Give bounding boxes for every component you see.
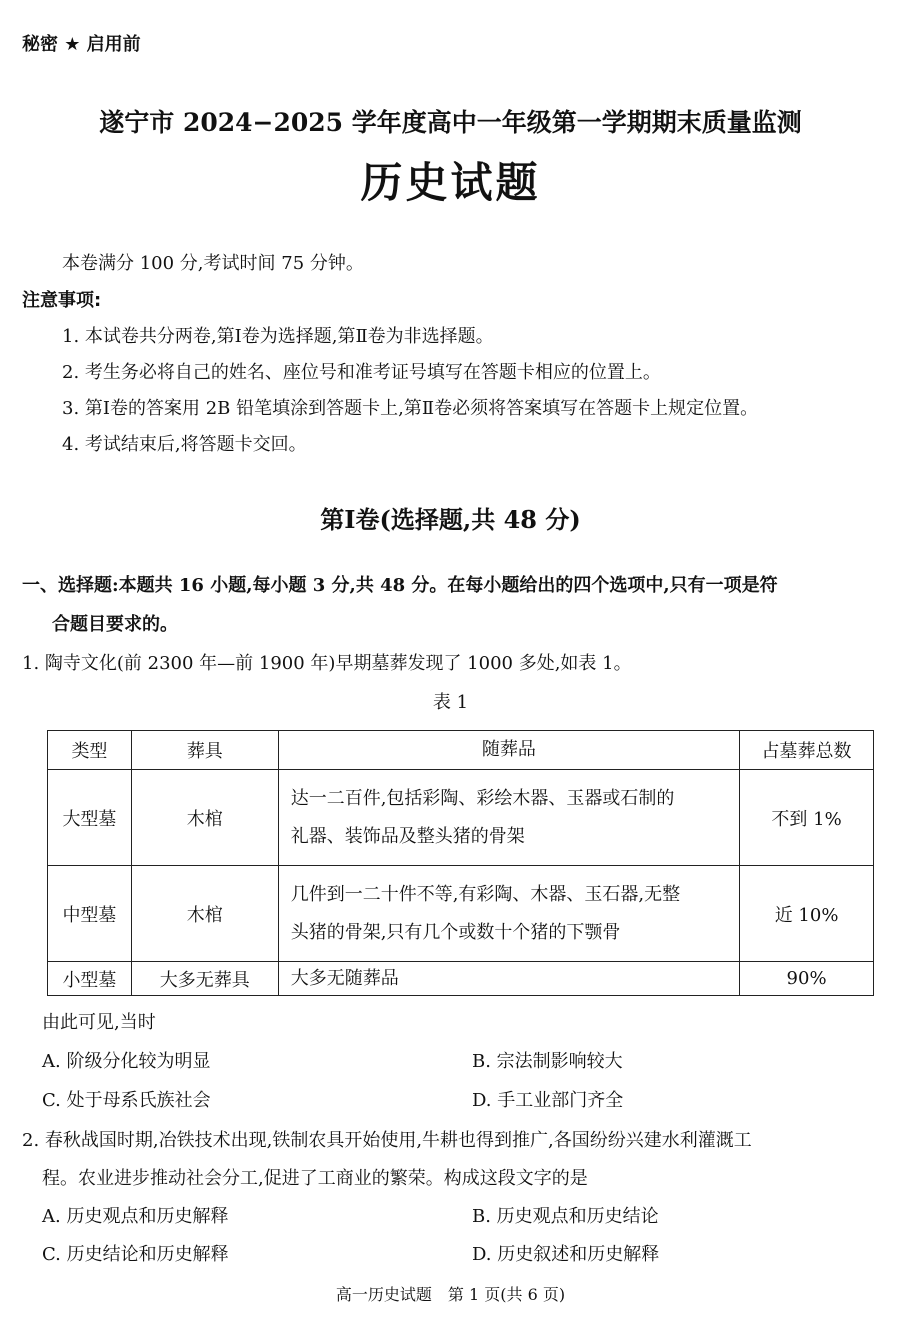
- cell-percent: 不到 1%: [740, 770, 874, 866]
- table-row: [48, 770, 874, 866]
- exam-intro: 本卷满分 100 分,考试时间 75 分钟。: [62, 253, 364, 274]
- cell-tool: 大多无葬具: [131, 962, 278, 996]
- table-row: [48, 866, 874, 962]
- notice-item: 4. 考试结束后,将答题卡交回。: [62, 434, 307, 455]
- q1-option-b: B. 宗法制影响较大: [472, 1051, 623, 1072]
- table-row: [48, 962, 874, 996]
- subject-title: 历史试题: [360, 158, 541, 207]
- cell-goods-line: 头猪的骨架,只有几个或数十个猪的下颚骨: [290, 921, 621, 943]
- section-instruction: 一、选择题:本题共 16 小题,每小题 3 分,共 48 分。在每小题给出的四个选项中,只有一项是符: [22, 575, 778, 596]
- section-title: 第Ⅰ卷(选择题,共 48 分): [320, 505, 581, 534]
- cell-goods: [278, 866, 739, 962]
- cell-goods-line: 礼器、装饰品及整头猪的骨架: [290, 825, 525, 847]
- cell-goods: [278, 770, 739, 866]
- notice-item: 2. 考生务必将自己的姓名、座位号和准考证号填写在答题卡相应的位置上。: [62, 362, 661, 383]
- q2-option-c: C. 历史结论和历史解释: [42, 1244, 229, 1265]
- cell-percent: 90%: [740, 962, 874, 996]
- q2-option-d: D. 历史叙述和历史解释: [472, 1244, 660, 1265]
- column-header: 葬具: [131, 731, 278, 770]
- question-2-stem-cont: 程。农业进步推动社会分工,促进了工商业的繁荣。构成这段文字的是: [42, 1168, 588, 1189]
- cell-percent: 近 10%: [740, 866, 874, 962]
- cell-type: 小型墓: [48, 962, 132, 996]
- table-caption: 表 1: [432, 692, 469, 713]
- q2-option-a: A. 历史观点和历史解释: [42, 1206, 229, 1227]
- q1-option-d: D. 手工业部门齐全: [472, 1090, 624, 1111]
- cell-goods-line: 达一二百件,包括彩陶、彩绘木器、玉器或石制的: [290, 787, 675, 809]
- table-header-row: [48, 731, 874, 770]
- cell-tool: 木棺: [131, 866, 278, 962]
- column-header: 随葬品: [278, 731, 739, 770]
- column-header: 占墓葬总数: [740, 731, 874, 770]
- cell-goods-line: 几件到一二十件不等,有彩陶、木器、玉石器,无整: [290, 883, 681, 905]
- notice-heading: 注意事项:: [22, 290, 102, 311]
- notice-item: 3. 第Ⅰ卷的答案用 2B 铅笔填涂到答题卡上,第Ⅱ卷必须将答案填写在答题卡上规定位置。: [62, 398, 759, 419]
- page-footer: 高一历史试题 第 1 页(共 6 页): [335, 1285, 566, 1304]
- burial-table: [47, 730, 874, 996]
- cell-type: 中型墓: [48, 866, 132, 962]
- exam-title: 遂宁市 2024−2025 学年度高中一年级第一学期期末质量监测: [99, 108, 802, 137]
- question-1-lead: 由此可见,当时: [42, 1012, 156, 1033]
- q2-option-b: B. 历史观点和历史结论: [472, 1206, 659, 1227]
- cell-goods: 大多无随葬品: [278, 962, 739, 996]
- cell-type: 大型墓: [48, 770, 132, 866]
- notice-item: 1. 本试卷共分两卷,第Ⅰ卷为选择题,第Ⅱ卷为非选择题。: [62, 326, 494, 347]
- confidential-label: 秘密 ★ 启用前: [22, 34, 141, 55]
- q1-option-c: C. 处于母系氏族社会: [42, 1090, 211, 1111]
- question-1-stem: 1. 陶寺文化(前 2300 年—前 1900 年)早期墓葬发现了 1000 多处,如表 1。: [22, 653, 632, 674]
- section-instruction-cont: 合题目要求的。: [52, 614, 178, 635]
- cell-tool: 木棺: [131, 770, 278, 866]
- question-2-stem: 2. 春秋战国时期,冶铁技术出现,铁制农具开始使用,牛耕也得到推广,各国纷纷兴建水利灌溉工: [22, 1130, 752, 1151]
- q1-option-a: A. 阶级分化较为明显: [42, 1051, 211, 1072]
- column-header: 类型: [48, 731, 132, 770]
